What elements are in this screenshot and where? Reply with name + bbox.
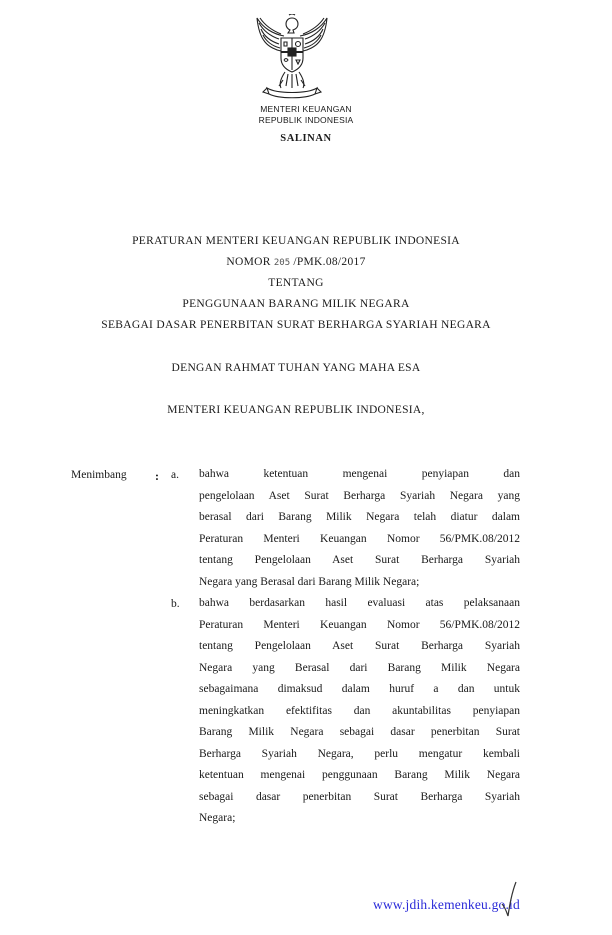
item-b-letter: b. bbox=[171, 598, 180, 610]
item-b-line: ketentuan mengenai penggunaan Barang Milik Negara bbox=[199, 769, 520, 781]
item-a-line: pengelolaan Aset Surat Berharga Syariah Negara yang bbox=[199, 489, 520, 502]
item-b-line: Barang Milik Negara sebagai dasar penerbitan Surat bbox=[199, 726, 520, 738]
institution-line-1: MENTERI KEUANGAN bbox=[260, 104, 352, 114]
considering-colon: : bbox=[155, 469, 159, 483]
regulation-number bbox=[0, 256, 592, 268]
institution-block bbox=[0, 104, 612, 126]
institution-line-2: REPUBLIK INDONESIA bbox=[258, 115, 354, 125]
item-b-line: sebagai dasar penerbitan Surat Berharga Syariah bbox=[199, 790, 520, 803]
item-b-line: meningkatkan efektifitas dan akuntabilitas penyiapan bbox=[199, 704, 520, 717]
issuer: MENTERI KEUANGAN REPUBLIK INDONESIA, bbox=[167, 404, 425, 416]
subject-line-1: PENGGUNAAN BARANG MILIK NEGARA bbox=[182, 298, 410, 310]
invocation: DENGAN RAHMAT TUHAN YANG MAHA ESA bbox=[171, 362, 421, 374]
item-a-line: berasal dari Barang Milik Negara telah diatur dalam bbox=[199, 511, 520, 523]
considering-label: Menimbang bbox=[71, 469, 127, 481]
regulation-title: PERATURAN MENTERI KEUANGAN REPUBLIK INDONESIA bbox=[132, 235, 460, 247]
item-b-line: Negara; bbox=[199, 812, 236, 824]
item-b-line: Berharga Syariah Negara, perlu mengatur kembali bbox=[199, 747, 520, 760]
item-a-line: bahwa ketentuan mengenai penyiapan dan bbox=[199, 468, 520, 480]
about-label: TENTANG bbox=[268, 277, 324, 289]
item-b-text bbox=[199, 593, 520, 830]
item-a-line: tentang Pengelolaan Aset Surat Berharga Syariah bbox=[199, 554, 520, 566]
garuda-emblem-icon bbox=[251, 14, 333, 100]
item-b-line: tentang Pengelolaan Aset Surat Berharga Syariah bbox=[199, 640, 520, 652]
item-a-line: Peraturan Menteri Keuangan Nomor 56/PMK.08/2012 bbox=[199, 532, 520, 545]
item-b-line: bahwa berdasarkan hasil evaluasi atas pelaksanaan bbox=[199, 597, 520, 609]
number-handwritten: 205 bbox=[273, 258, 291, 268]
item-b-line: Peraturan Menteri Keuangan Nomor 56/PMK.08/2012 bbox=[199, 618, 520, 631]
signature-mark-icon bbox=[498, 880, 528, 920]
item-b-line: Negara yang Berasal dari Barang Milik Negara bbox=[199, 661, 520, 674]
item-b-line: sebagaimana dimaksud dalam huruf a dan untuk bbox=[199, 683, 520, 695]
copy-label: SALINAN bbox=[280, 133, 332, 144]
item-a-letter: a. bbox=[171, 469, 179, 481]
subject-line-2: SEBAGAI DASAR PENERBITAN SURAT BERHARGA SYARIAH NEGARA bbox=[101, 319, 491, 331]
number-suffix: /PMK.08/2017 bbox=[293, 256, 366, 268]
website-link[interactable]: www.jdih.kemenkeu.go.id bbox=[373, 897, 520, 912]
number-prefix: NOMOR bbox=[226, 256, 271, 268]
item-a-line: Negara yang Berasal dari Barang Milik Negara; bbox=[199, 575, 420, 588]
item-a-text bbox=[199, 464, 520, 593]
